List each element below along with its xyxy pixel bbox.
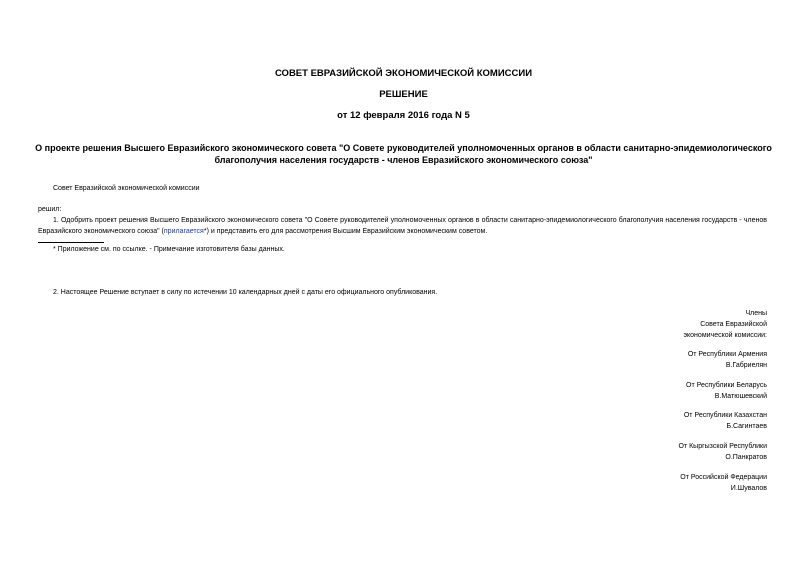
signature-russia — [680, 472, 767, 494]
signature-kazakhstan — [684, 410, 767, 432]
footnote-text: * Приложение см. по ссылке. - Примечание изготовителя базы данных. — [53, 246, 285, 253]
item-1-text-end: *) и представить его для рассмотрения Высшим Евразийским экономическим советом. — [203, 228, 488, 235]
members-line-1: Члены — [745, 310, 767, 317]
signature-country: От Кыргызской Республики — [678, 443, 767, 450]
signature-country: От Республики Казахстан — [683, 412, 767, 419]
signature-kyrgyzstan — [679, 441, 768, 463]
signature-name: В.Матюшевский — [714, 393, 767, 400]
document-date-number: от 12 февраля 2016 года N 5 — [337, 110, 470, 121]
signature-name: Б.Сагинтаев — [726, 423, 767, 430]
signature-name: В.Габриелян — [725, 362, 767, 369]
signature-name: И.Шувалов — [730, 485, 767, 492]
signature-name: О.Панкратов — [725, 454, 767, 461]
intro-text: Совет Евразийской экономической комиссии — [53, 185, 200, 192]
members-line-2: Совета Евразийской — [700, 321, 767, 328]
annex-link[interactable]: прилагается — [163, 228, 204, 235]
signature-country: От Республики Армения — [687, 351, 767, 358]
footnote-divider — [38, 242, 104, 243]
decided-text: решил: — [38, 206, 62, 213]
item-1-text-start: 1. Одобрить проект решения Высшего Евразийского экономического совета "О Совете руководителей уполномоченных органов в области санитарно-эпидемиологического благополучия населения государств - членов Евразийского экономического союза" ( — [38, 217, 767, 235]
signature-armenia — [688, 349, 767, 371]
members-block — [683, 308, 767, 341]
document-title-line1: О проекте решения Высшего Евразийского экономического совета "О Совете руководителей уполномоченных органов в области санитарно-эпидемиологического — [35, 143, 772, 153]
document-type: РЕШЕНИЕ — [379, 89, 428, 100]
document-title-line2: благополучия населения государств - членов Евразийского экономического союза" — [214, 155, 593, 165]
council-heading: СОВЕТ ЕВРАЗИЙСКОЙ ЭКОНОМИЧЕСКОЙ КОМИССИИ — [274, 68, 533, 79]
item-2-paragraph: 2. Настоящее Решение вступает в силу по истечении 10 календарных дней с даты его официального опубликования. — [53, 289, 438, 296]
members-line-3: экономической комиссии: — [683, 332, 767, 339]
signature-country: От Российской Федерации — [680, 474, 767, 481]
signature-country: От Республики Беларусь — [686, 382, 767, 389]
item-1-paragraph — [38, 215, 767, 237]
signature-belarus — [686, 380, 767, 402]
